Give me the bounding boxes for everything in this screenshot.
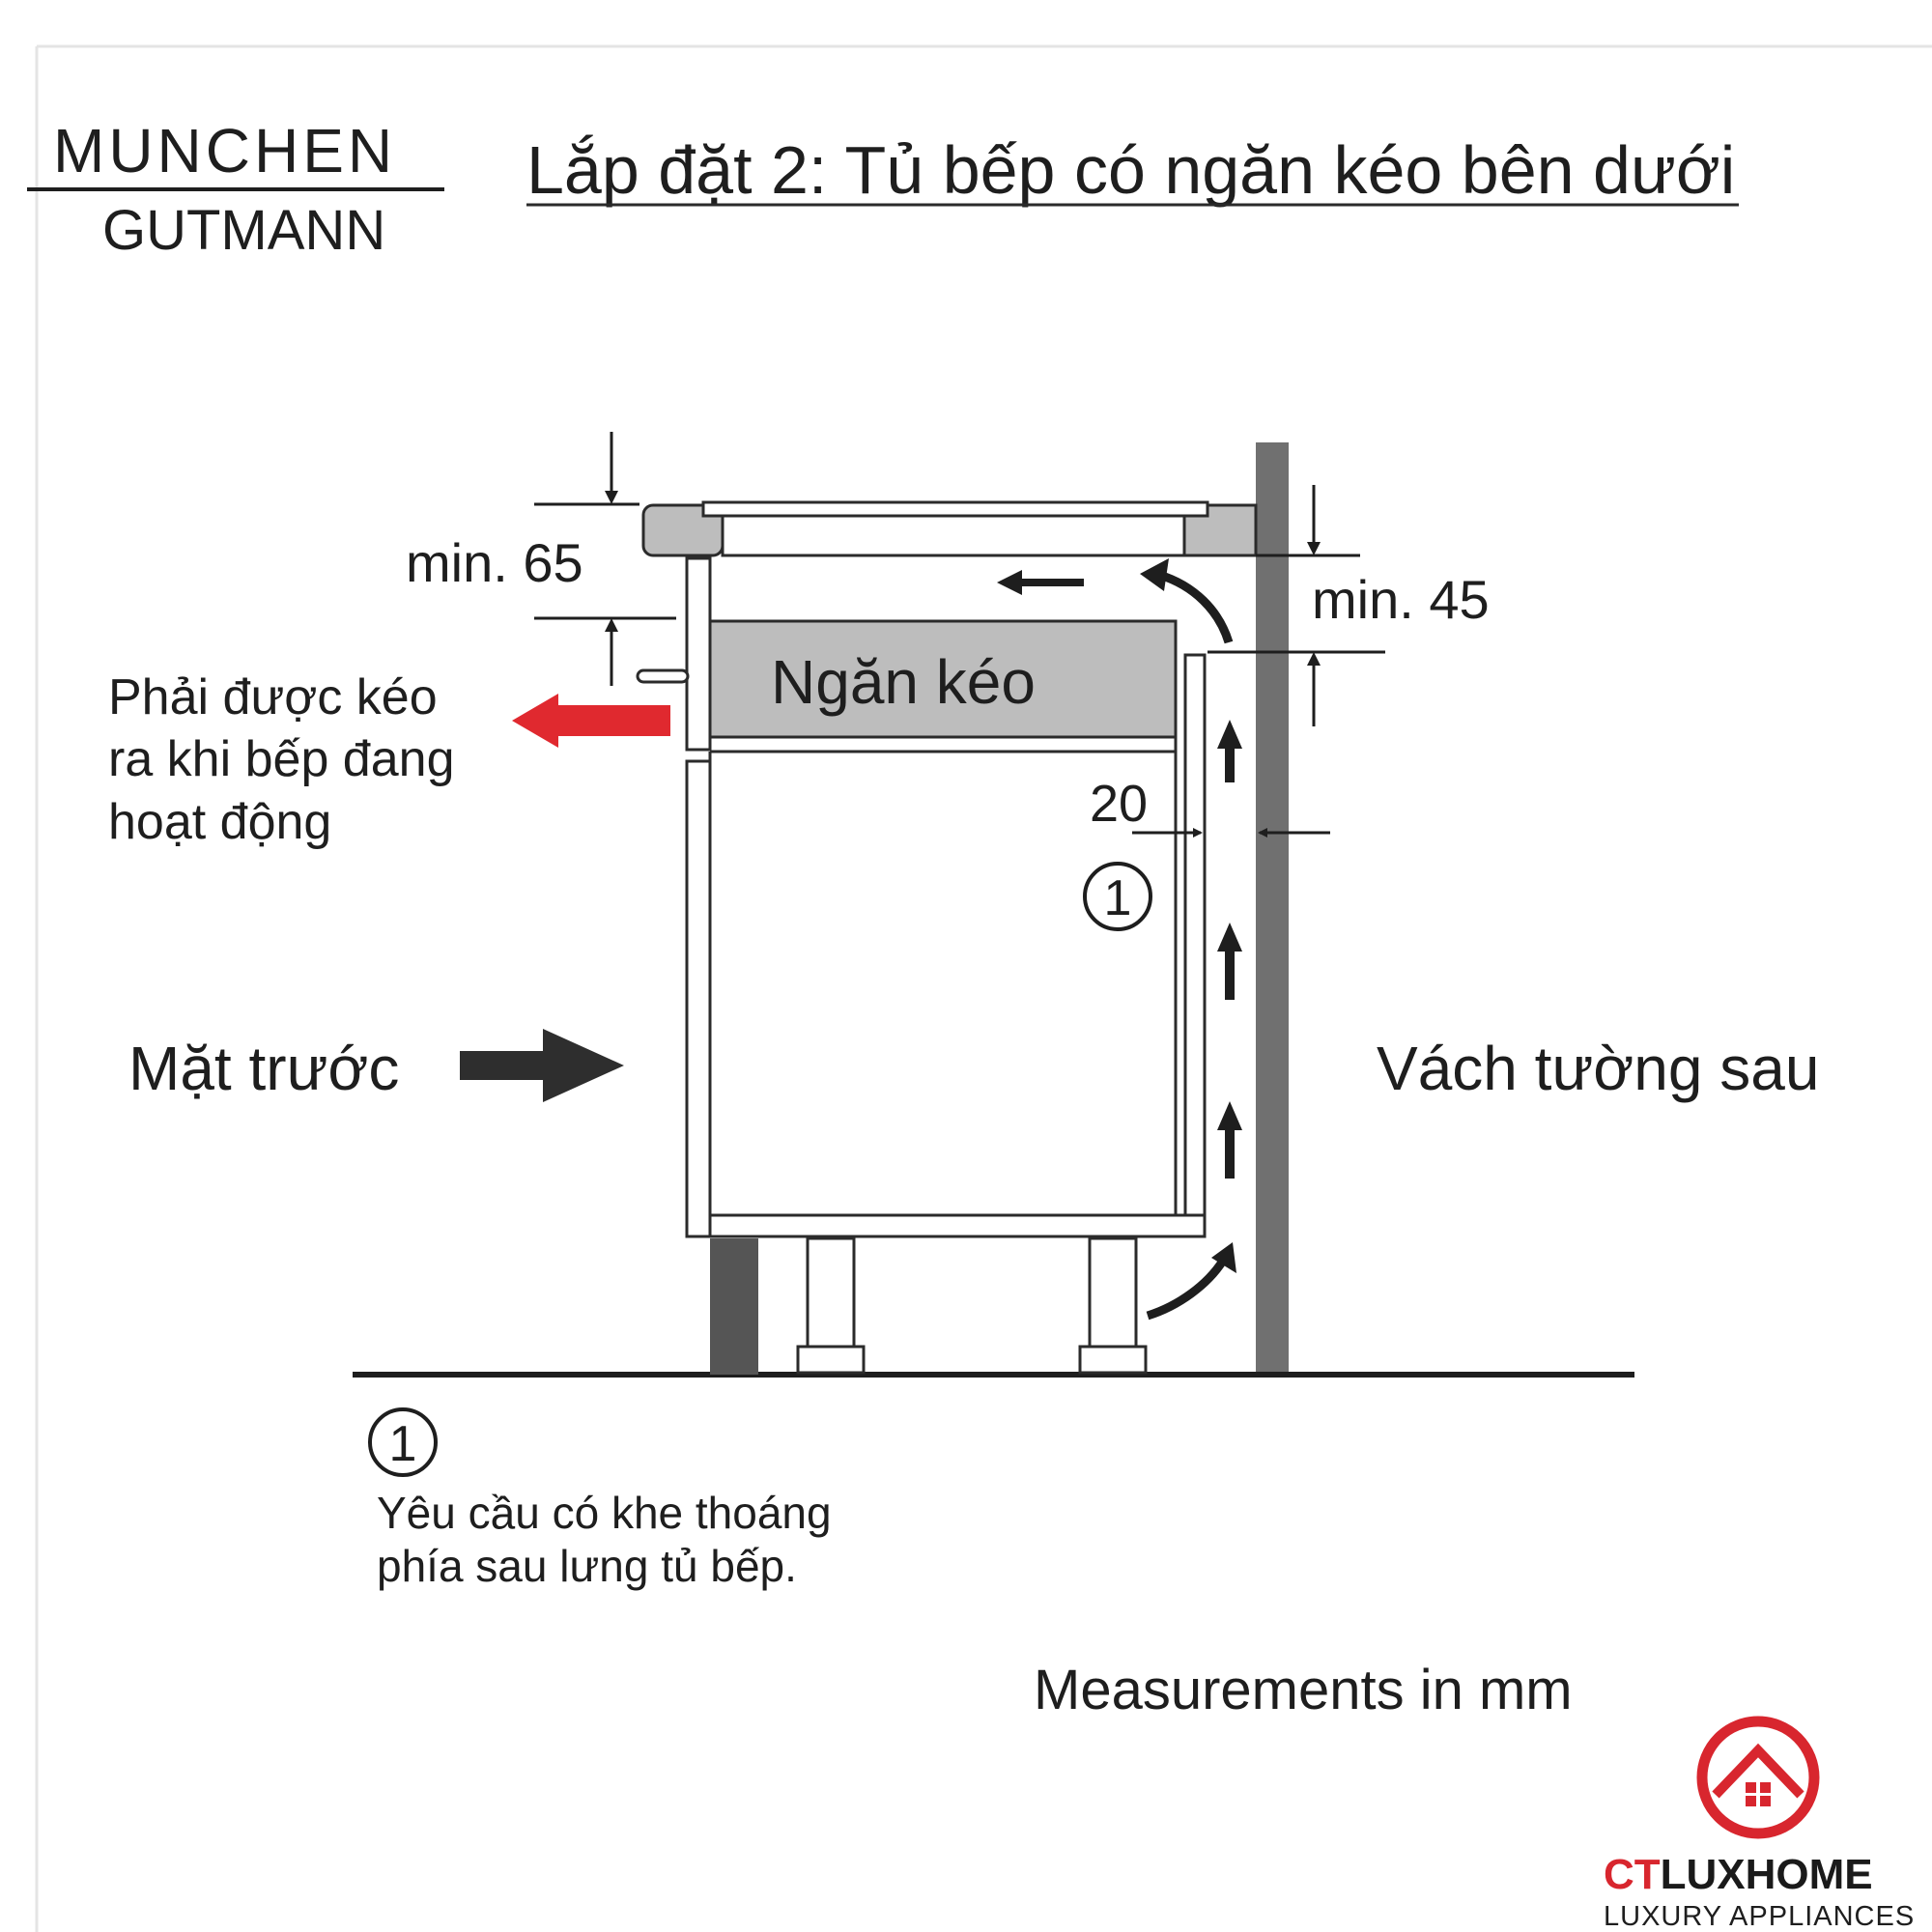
plinth [710,1238,758,1375]
min-45-label: min. 45 [1312,569,1490,630]
cabinet-door [687,761,710,1236]
pull-out-arrow [512,694,670,748]
cabinet-leg-right [1080,1238,1146,1373]
pull-note-line3: hoạt động [108,794,332,850]
hob-body [723,516,1184,555]
brand-logo [27,116,444,262]
front-arrow [460,1029,624,1102]
brand-name-line1: MUNCHEN [53,116,397,185]
pull-note-line1: Phải được kéo [108,669,438,725]
drawer-label: Ngăn kéo [771,647,1036,717]
back-wall-label: Vách tường sau [1377,1034,1820,1103]
airflow-arrow-up-1 [1217,720,1242,782]
logo-name-red: CT [1604,1851,1661,1898]
cabinet-leg-left [798,1238,864,1373]
page-title: Lắp đặt 2: Tủ bếp có ngăn kéo bên dưới [526,132,1736,208]
airflow-arrow-up-3 [1217,1101,1242,1179]
logo-tagline: LUXURY APPLIANCES [1604,1901,1916,1932]
back-wall [1256,442,1289,1373]
pull-note [108,669,455,850]
dimension-min-65 [406,432,676,686]
footnote [370,1409,832,1591]
pull-note-line2: ra khi bếp đang [108,731,455,787]
drawer-handle [638,670,688,682]
marker-1-label: 1 [1103,870,1132,926]
units-label: Measurements in mm [1034,1659,1573,1721]
airflow-curve-bottom [1148,1261,1223,1316]
brand-name-line2: GUTMANN [102,199,386,262]
cabinet-base [710,1215,1205,1236]
logo-name [1604,1851,1873,1898]
min-65-label: min. 65 [406,532,583,593]
hob-glass [703,502,1208,516]
logo-name-dark: LUXHOME [1660,1851,1873,1898]
footnote-line2: phía sau lưng tủ bếp. [377,1541,797,1591]
cabinet-top-panel [687,558,710,750]
airflow-arrow-up-2 [1217,923,1242,1000]
dimension-gap-20 [1090,775,1330,833]
marker-circle-1 [1085,864,1151,929]
ctluxhome-logo [1604,1721,1915,1932]
cabinet-back-panel [1185,655,1205,1215]
gap-20-label: 20 [1090,775,1149,833]
house-icon [1702,1721,1814,1833]
footnote-line1: Yêu cầu có khe thoáng [377,1488,832,1538]
front-label: Mặt trước [128,1034,400,1103]
footnote-marker-label: 1 [388,1416,417,1472]
airflow-arrow-left [997,570,1084,595]
